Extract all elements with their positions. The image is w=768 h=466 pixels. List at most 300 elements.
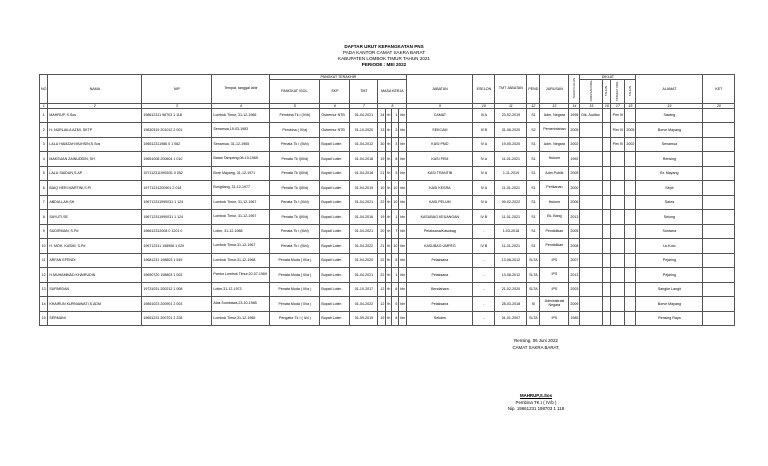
row-diklat-tahun2 (625, 224, 636, 239)
row-ttl: Lombok Timur,31-12-1967 (212, 239, 270, 254)
col-alamat-header: ALAMAT (636, 75, 703, 104)
row-tmt-jabatan: 09-02-2022 (495, 195, 527, 210)
row-tmt: 01-04-2016 (350, 210, 378, 225)
row-tmt-jabatan: 31-08-2020 (495, 123, 527, 138)
row-masa-bl-label: bln (399, 108, 407, 123)
row-skp: Bupati Lotim (320, 137, 350, 152)
row-diklat-jurusan (580, 137, 603, 152)
row-pangkat: Pembina ( IV/a) (270, 123, 320, 138)
col-diklat-tahun2-header (625, 80, 636, 104)
row-pangkat: Penata Tk I(III/d) (270, 166, 320, 181)
row-masa-bl-label: bln (399, 152, 407, 167)
row-alamat: Rensing (636, 152, 703, 167)
row-tmt: 01-04-2022 (350, 239, 378, 254)
row-masa-th-label: th (386, 282, 392, 297)
row-masa-bl-label: bln (399, 297, 407, 312)
row-diklat-tingkat (611, 181, 625, 196)
row-jurusan: Pendidikan (540, 239, 569, 254)
row-nip: 19731031 200212 1 008 (142, 282, 212, 297)
row-alamat: Br. Mayang (636, 166, 703, 181)
row-masa-bl: 3 (392, 137, 399, 152)
row-ttl: Bungtiang, 31-12-1977 (212, 181, 270, 196)
row-eselon: - (473, 282, 495, 297)
row-pend: S1 (527, 152, 540, 167)
row-masa-bl: 8 (392, 311, 399, 326)
row-ket (703, 195, 735, 210)
table-row (40, 282, 735, 297)
row-tmt-jabatan: 28-03-2018 (495, 297, 527, 312)
row-diklat-tingkat (611, 195, 625, 210)
row-ket (703, 137, 735, 152)
row-diklat-tahun2 (625, 268, 636, 283)
row-masa-bl-label: bln (399, 181, 407, 196)
pangkat-group-header: PANGKAT TERAKHIR (270, 75, 407, 80)
row-masa-th-label: th (386, 152, 392, 167)
row-alamat: Lb.Koto (636, 239, 703, 254)
row-no: 12 (40, 268, 48, 283)
row-masa-bl-label: bln (399, 268, 407, 283)
row-masa-th-label: th (386, 253, 392, 268)
signature-rank: Pembina TK.I ( IV/b ) (515, 400, 557, 405)
col-nama-header: NAMA (48, 75, 142, 104)
row-jabatan: KASI PMD (407, 137, 473, 152)
row-eselon: - (473, 268, 495, 283)
column-number: 20 (703, 103, 735, 108)
row-no: 9 (40, 224, 48, 239)
row-pangkat: Penata Tk I (III/d) (270, 239, 320, 254)
row-masa-th: 10 (378, 181, 386, 196)
row-masa-th: 22 (378, 268, 386, 283)
row-tmt-jabatan: 13-08-2012 (495, 253, 527, 268)
col-tmt-header: TMT (350, 80, 378, 104)
row-eselon: - (473, 311, 495, 326)
table-row (40, 268, 735, 283)
row-ttl: Pantur Lombok Timur,20-07-1969 (212, 268, 270, 283)
table-row (40, 181, 735, 196)
row-diklat-jurusan (580, 268, 603, 283)
row-diklat-tahun (603, 239, 611, 254)
table-row (40, 195, 735, 210)
row-tahun-lulus: 2005 (569, 166, 580, 181)
row-masa-bl-label: bln (399, 239, 407, 254)
row-pangkat: Pengatur Tk I ( II/d ) (270, 311, 320, 326)
signature-office: CAMAT SAKRA BARAT, (512, 345, 560, 350)
table-row (40, 108, 735, 123)
row-tmt-jabatan: 21-02-2020 (495, 282, 527, 297)
row-masa-th-label: th (386, 123, 392, 138)
row-nip: 19830319 201012 2 001 (142, 123, 212, 138)
row-jurusan: Ek. Bang (540, 210, 569, 225)
row-nip: 19681231 198803 1 549 (142, 253, 212, 268)
column-number: 9 (407, 103, 473, 108)
row-ttl: Lombok Timur, 31-12-1966 (212, 108, 270, 123)
row-diklat-jurusan (580, 297, 603, 312)
row-jurusan: Hukum (540, 152, 569, 167)
row-pend: S1 (527, 137, 540, 152)
row-diklat-tahun (603, 297, 611, 312)
row-jurusan: Pemerintahan (540, 123, 569, 138)
row-masa-th-label: th (386, 181, 392, 196)
row-diklat-tingkat: Pim IV (611, 123, 625, 138)
row-diklat-jurusan (580, 282, 603, 297)
row-jurusan: Hukum (540, 195, 569, 210)
row-tahun-lulus: 2009 (569, 297, 580, 312)
row-alamat: Sepit (636, 181, 703, 196)
row-diklat-jurusan (580, 224, 603, 239)
column-number: 6 (320, 103, 350, 108)
column-number: 1 (40, 103, 48, 108)
row-ttl: Alas Sumbawa,23-10-1985 (212, 297, 270, 312)
row-diklat-jurusan (580, 166, 603, 181)
row-diklat-tahun2: 2002 (625, 137, 636, 152)
row-nama: ARFAN EFENDI (48, 253, 142, 268)
row-masa-th: 21 (378, 166, 386, 181)
row-skp: Bupati Lotim (320, 311, 350, 326)
col-pangkat-header: PANGKAT /GOL. (270, 80, 320, 104)
row-skp: Bupati Lotim (320, 152, 350, 167)
row-masa-th-label: th (386, 137, 392, 152)
row-ket (703, 311, 735, 326)
row-nip: 196712311990031 1 124 (142, 210, 212, 225)
row-diklat-jurusan: Dik. Auditor (580, 108, 603, 123)
row-jurusan: Adm. Negara (540, 108, 569, 123)
row-masa-th: 22 (378, 195, 386, 210)
row-masa-bl-label: bln (399, 166, 407, 181)
row-masa-th: 19 (378, 311, 386, 326)
col-diklat-tahun-header (603, 80, 611, 104)
row-jabatan: CAMAT (407, 108, 473, 123)
row-diklat-tingkat (611, 239, 625, 254)
row-masa-bl: 10 (392, 239, 399, 254)
row-jurusan: IPS (540, 268, 569, 283)
row-masa-th: 22 (378, 253, 386, 268)
col-diklat-tahun2-label: TAHUN (627, 85, 632, 96)
row-tmt: 01-04-2021 (350, 224, 378, 239)
row-eselon: IV A (473, 137, 495, 152)
row-diklat-tahun (603, 224, 611, 239)
row-diklat-tahun2: 2005 (625, 123, 636, 138)
row-pangkat: Pembina Tk I (IV/b) (270, 108, 320, 123)
row-jabatan: KASI PEM (407, 152, 473, 167)
row-nip: 19851023 200901 2 003 (142, 297, 212, 312)
row-jabatan: Pelaksana/Kasubag (407, 224, 473, 239)
row-skp: Bupati Lotim (320, 282, 350, 297)
row-masa-bl: 8 (392, 253, 399, 268)
doc-period: PERIODE : MEI 2022 (361, 62, 407, 67)
row-pangkat: Penata Tk I(III/d) (270, 152, 320, 167)
row-jabatan: Pelaksana (407, 297, 473, 312)
row-masa-bl: 1 (392, 108, 399, 123)
row-masa-bl-label: bln (399, 210, 407, 225)
row-diklat-tahun (603, 282, 611, 297)
row-eselon: IV A (473, 166, 495, 181)
row-ttl: Lotim,31-12-1973 (212, 282, 270, 297)
column-number: 12 (527, 103, 540, 108)
row-diklat-tahun (603, 137, 611, 152)
row-masa-th: 19 (378, 152, 386, 167)
column-number: 13 (540, 103, 569, 108)
column-number: 3 (142, 103, 212, 108)
row-tahun-lulus: 1992 (569, 152, 580, 167)
row-no: 1 (40, 108, 48, 123)
row-ttl: Batan Tampeng,08-10-1965 (212, 152, 270, 167)
column-number: 11 (495, 103, 527, 108)
row-tmt-jabatan: 11-01-2021 (495, 210, 527, 225)
row-pend: SLTA (527, 311, 540, 326)
row-masa-th: 12 (378, 282, 386, 297)
column-number: 8 (378, 103, 407, 108)
row-tmt-jabatan: 23-02-2019 (495, 108, 527, 123)
row-tmt: 01-10-2017 (350, 282, 378, 297)
row-nama: LALU SAIDUN,S.AP (48, 166, 142, 181)
col-diklat-jurusan-label: JURUSAN DIKL (588, 80, 593, 102)
row-jabatan: Sekdes (407, 311, 473, 326)
row-masa-th-label: th (386, 224, 392, 239)
row-tahun-lulus: 2013 (569, 210, 580, 225)
row-diklat-tingkat: Pim IV (611, 137, 625, 152)
row-eselon: IV B (473, 210, 495, 225)
row-skp: Bupati Lotim (320, 297, 350, 312)
row-ket (703, 224, 735, 239)
row-diklat-tingkat (611, 166, 625, 181)
row-skp: Gubernur NTB (320, 123, 350, 138)
row-jabatan: Pelaksana (407, 268, 473, 283)
row-nama: SUDIRMAN, S.Pd (48, 224, 142, 239)
row-pend: SLTA (527, 268, 540, 283)
col-eselon-header: ESELON (473, 75, 495, 104)
row-masa-th-label: th (386, 166, 392, 181)
row-pend: S1 (527, 224, 540, 239)
col-ket-header: KET (703, 75, 735, 104)
row-diklat-tingkat (611, 268, 625, 283)
row-alamat: Sangke Langit (636, 282, 703, 297)
row-tmt: 01-10-2020 (350, 123, 378, 138)
row-nama: BAIQ HERI MARTINI,S.Pi (48, 181, 142, 196)
row-masa-bl: 8 (392, 152, 399, 167)
row-tahun-lulus: 2000 (569, 181, 580, 196)
row-masa-bl: 1 (392, 268, 399, 283)
column-number: 19 (636, 103, 703, 108)
row-nip: 196712311 198906 1 020 (142, 239, 212, 254)
row-tahun-lulus: 2013 (569, 268, 580, 283)
row-nip: 19651008 200604 1 010 (142, 152, 212, 167)
ranking-table (39, 74, 735, 326)
row-no: 2 (40, 123, 48, 138)
row-alamat: Rensing Raya (636, 311, 703, 326)
row-masa-bl: 10 (392, 195, 399, 210)
row-masa-bl: 5 (392, 297, 399, 312)
diklat-group-header: DIKLAT (580, 75, 636, 80)
row-pend: S1 (527, 239, 540, 254)
row-pangkat: Penata Muda ( III/a ) (270, 282, 320, 297)
row-tmt-jabatan: 01-01-2007 (495, 311, 527, 326)
col-ttl-header: Tempat, tanggal lahir (212, 75, 270, 104)
row-diklat-tingkat (611, 224, 625, 239)
row-skp: Bupati Lotim (320, 253, 350, 268)
row-skp: Bupati Lotim (320, 166, 350, 181)
row-tmt: 01-04-2018 (350, 166, 378, 181)
row-nama: MAHRUP, S.Sos (48, 108, 142, 123)
row-tmt: 01-04-2021 (350, 108, 378, 123)
row-masa-th-label: th (386, 311, 392, 326)
row-ttl: Lombok Timur, 31-12-1967 (212, 195, 270, 210)
row-nip: 196512311986 0 1 062 (142, 137, 212, 152)
row-ket (703, 253, 735, 268)
row-nama: ABDULLAH,SH (48, 195, 142, 210)
row-diklat-jurusan (580, 239, 603, 254)
table-row (40, 253, 735, 268)
row-skp: Bupati Lotim (320, 224, 350, 239)
row-pangkat: Penata Tk I (III/d) (270, 224, 320, 239)
row-tahun-lulus: 2006 (569, 195, 580, 210)
row-masa-th: 24 (378, 108, 386, 123)
row-ket (703, 123, 735, 138)
row-pangkat: Penata Muda ( III/a ) (270, 253, 320, 268)
row-jabatan: KASI TRANTIB (407, 166, 473, 181)
row-tmt-jabatan: 19-05-2020 (495, 137, 527, 152)
row-masa-th-label: th (386, 210, 392, 225)
doc-subtitle-regency: KABUPATEN LOMBOK TIMUR TAHUN 2021 (338, 56, 430, 61)
row-pend: S1 (527, 195, 540, 210)
row-tmt: 01-04-2020 (350, 253, 378, 268)
row-nama: H. MOH. KASIM, S.Pd (48, 239, 142, 254)
row-tahun-lulus: 2005 (569, 224, 580, 239)
row-ket (703, 181, 735, 196)
row-alamat: Borve Mayang (636, 297, 703, 312)
row-pend: S1 (527, 108, 540, 123)
col-diklat-tahun-label: TAHUN (604, 85, 609, 96)
row-tahun-lulus: 1985 (569, 311, 580, 326)
row-ket (703, 297, 735, 312)
row-masa-th-label: th (386, 195, 392, 210)
row-ket (703, 166, 735, 181)
row-masa-th-label: th (386, 108, 392, 123)
row-masa-bl: 8 (392, 282, 399, 297)
row-tahun-lulus: 2008 (569, 239, 580, 254)
row-diklat-tahun (603, 268, 611, 283)
row-eselon: - (473, 253, 495, 268)
row-pangkat: Penata Tk I (III/d) (270, 137, 320, 152)
row-pangkat: Penata Tk I(III/d) (270, 181, 320, 196)
row-eselon: IV A (473, 181, 495, 196)
row-alamat: Selong (636, 210, 703, 225)
row-tahun-lulus: 2005 (569, 123, 580, 138)
row-tmt-jabatan: 11-01-2021 (495, 239, 527, 254)
row-tmt: 01-09-2019 (350, 311, 378, 326)
table-row (40, 239, 735, 254)
row-eselon: - (473, 297, 495, 312)
row-skp: Bupati Lotim (320, 239, 350, 254)
row-tmt-jabatan: 1-03-2018 (495, 224, 527, 239)
row-nip: 197112311990031 0 052 (142, 166, 212, 181)
table-row (40, 210, 735, 225)
row-diklat-tahun (603, 195, 611, 210)
col-jurusan-header: JURUSAN (540, 75, 569, 104)
row-no: 10 (40, 239, 48, 254)
row-tmt-jabatan: 11-01-2021 (495, 152, 527, 167)
row-no: 13 (40, 282, 48, 297)
row-pangkat: Penata Muda ( III/a ) (270, 268, 320, 283)
column-number: 18 (625, 103, 636, 108)
row-nama: SUPARDAN (48, 282, 142, 297)
row-jabatan: SEKCAM (407, 123, 473, 138)
row-masa-bl-label: bln (399, 137, 407, 152)
row-diklat-tahun (603, 108, 611, 123)
row-diklat-jurusan (580, 181, 603, 196)
row-alamat: Suntarra (636, 224, 703, 239)
row-no: 4 (40, 152, 48, 167)
table-row (40, 311, 735, 326)
row-diklat-tahun2 (625, 152, 636, 167)
row-jabatan: Pelaksana (407, 253, 473, 268)
col-nip-header: NIP (142, 75, 212, 104)
row-masa-th: 30 (378, 137, 386, 152)
row-diklat-tahun2 (625, 253, 636, 268)
row-masa-th: 13 (378, 123, 386, 138)
row-nip: 196612312008 0 1201 0 (142, 224, 212, 239)
row-tmt-jabatan: 13-08-2012 (495, 268, 527, 283)
row-alamat: Sawing (636, 108, 703, 123)
col-pend-header: PEND (527, 75, 540, 104)
row-masa-th: 19 (378, 210, 386, 225)
row-jurusan: IPS (540, 253, 569, 268)
row-ket (703, 268, 735, 283)
row-eselon: IV A (473, 195, 495, 210)
row-nip: 196712311990031 1 124 (142, 195, 212, 210)
row-diklat-tahun2 (625, 282, 636, 297)
doc-title: DAFTAR URUT KEPANGKATAN PNS (344, 44, 424, 49)
row-alamat: Sakra (636, 195, 703, 210)
row-eselon: III A (473, 108, 495, 123)
row-pend: S1 (527, 210, 540, 225)
row-ket (703, 210, 735, 225)
row-nama: H.MUHAMMAD KHAIRUDIN (48, 268, 142, 283)
row-eselon: III B (473, 123, 495, 138)
row-pangkat: Penata Tk I (III/d) (270, 195, 320, 210)
row-pangkat: Penata Tk I(III/d) (270, 210, 320, 225)
row-masa-bl: 10 (392, 181, 399, 196)
row-tmt: 01-04-2022 (350, 297, 378, 312)
row-pend: S1 (527, 181, 540, 196)
row-jurusan: Pendidikan (540, 224, 569, 239)
row-masa-bl: 1 (392, 210, 399, 225)
row-alamat: Borve Mayang (636, 123, 703, 138)
row-masa-th-label: th (386, 268, 392, 283)
col-masa-kerja-header: MASA KERJA (378, 80, 407, 104)
row-tmt-jabatan: 11-01-2021 (495, 181, 527, 196)
row-jabatan: KASUBAG KEUANGAN (407, 210, 473, 225)
row-alamat: Senamua (636, 137, 703, 152)
row-ttl: Senamua, 31-12-1965 (212, 137, 270, 152)
row-diklat-tahun2 (625, 311, 636, 326)
row-no: 14 (40, 297, 48, 312)
row-masa-th-label: th (386, 297, 392, 312)
row-jurusan: Adm. Negara (540, 137, 569, 152)
row-diklat-tahun (603, 166, 611, 181)
row-ttl: Lombok Timur, 31-12-1967 (212, 210, 270, 225)
row-diklat-tahun2 (625, 297, 636, 312)
column-number: 15 (580, 103, 603, 108)
row-masa-bl-label: bln (399, 253, 407, 268)
row-diklat-jurusan (580, 123, 603, 138)
row-diklat-tingkat (611, 152, 625, 167)
row-eselon: - (473, 224, 495, 239)
row-diklat-tahun (603, 152, 611, 167)
column-number: 16 (604, 103, 609, 108)
row-ket (703, 239, 735, 254)
row-diklat-tingkat (611, 297, 625, 312)
row-tahun-lulus: 2003 (569, 282, 580, 297)
